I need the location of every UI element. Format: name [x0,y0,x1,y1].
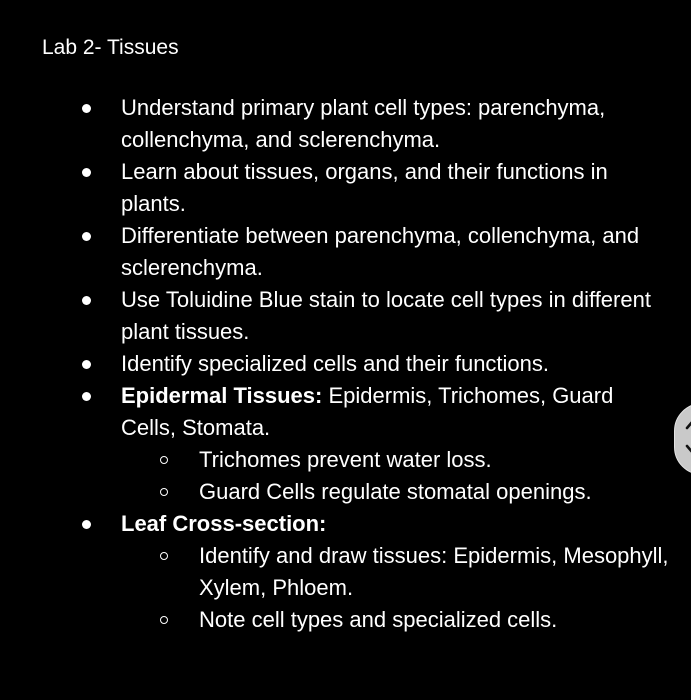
sub-list-item-text: Trichomes prevent water loss. [199,447,492,472]
list-item-epidermal-tissues [80,380,670,508]
list-item-heading: Leaf Cross-section: [121,511,327,536]
bullet-icon [82,520,91,529]
sub-list-item-text: Note cell types and specialized cells. [199,607,558,632]
list-item [80,348,670,380]
circle-bullet-icon [160,552,168,560]
bullet-icon [82,296,91,305]
sub-list-item [159,444,670,476]
circle-bullet-icon [160,488,168,496]
bullet-icon [82,168,91,177]
sub-list-item-text: Guard Cells regulate stomatal openings. [199,479,592,504]
page-nav-control [674,403,691,475]
chevron-up-icon[interactable] [685,418,691,430]
objectives-list [80,92,670,636]
page-title: Lab 2- Tissues [42,36,179,59]
chevron-down-icon[interactable] [685,444,691,456]
sub-list-item [159,604,670,636]
list-item [80,156,670,220]
sub-list [159,540,670,636]
bullet-icon [82,360,91,369]
bullet-icon [82,104,91,113]
bullet-icon [82,392,91,401]
list-item [80,220,670,284]
sub-list [159,444,670,508]
bullet-icon [82,232,91,241]
list-item-heading: Epidermal Tissues: [121,383,323,408]
list-item [80,284,670,348]
sub-list-item [159,476,670,508]
sub-list-item-text: Identify and draw tissues: Epidermis, Mesophyll, Xylem, Phloem. [199,543,669,600]
sub-list-item [159,540,670,604]
list-item-text: Understand primary plant cell types: parenchyma, collenchyma, and sclerenchyma. [121,95,606,152]
circle-bullet-icon [160,616,168,624]
circle-bullet-icon [160,456,168,464]
list-item-text: Identify specialized cells and their functions. [121,351,550,376]
list-item [80,92,670,156]
list-item-text: Use Toluidine Blue stain to locate cell types in different plant tissues. [121,287,651,344]
list-item-text: Differentiate between parenchyma, collenchyma, and sclerenchyma. [121,223,640,280]
list-item-leaf-cross-section [80,508,670,636]
list-item-text: Learn about tissues, organs, and their functions in plants. [121,159,608,216]
list-item-text: Epidermis, Trichomes, Guard Cells, Stomata. [121,383,614,440]
